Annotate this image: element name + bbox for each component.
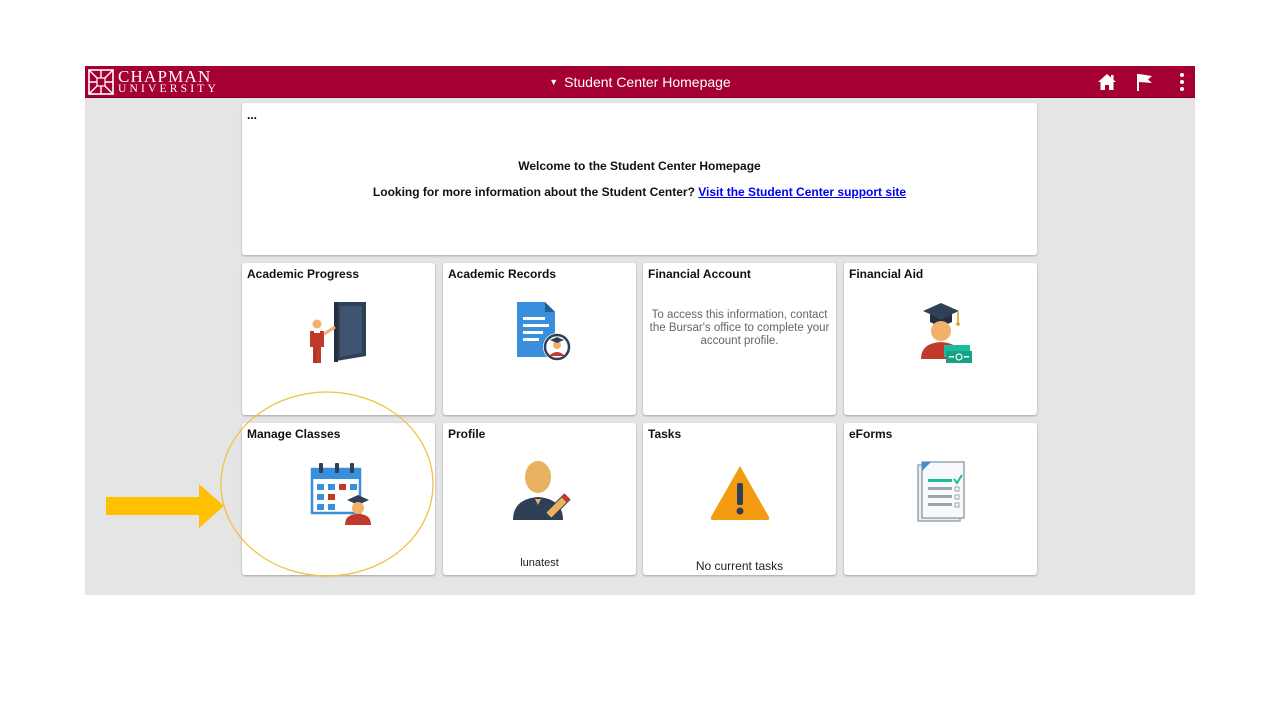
tile-title: Financial Aid <box>849 267 924 281</box>
profile-username: lunatest <box>520 557 559 569</box>
tile-title: Profile <box>448 427 486 441</box>
welcome-title: Welcome to the Student Center Homepage <box>518 159 761 173</box>
welcome-panel <box>242 103 1037 255</box>
flag-icon[interactable] <box>1134 71 1156 93</box>
tile-title: Manage Classes <box>247 427 341 441</box>
home-icon[interactable] <box>1096 71 1118 93</box>
logo-brand-line2: UNIVERSITY <box>118 83 219 96</box>
welcome-support-line <box>242 185 1037 199</box>
top-header-bar <box>85 66 1195 98</box>
warning-icon <box>705 457 775 527</box>
graduate-money-icon <box>906 297 976 367</box>
highlight-circle <box>219 390 435 578</box>
forms-checklist-icon <box>906 457 976 527</box>
chapman-logo[interactable] <box>88 69 219 95</box>
logo-text <box>118 68 219 96</box>
tile-tasks[interactable] <box>643 423 836 575</box>
tile-title: Financial Account <box>648 267 751 281</box>
user-edit-icon <box>505 457 575 527</box>
caret-down-icon: ▼ <box>549 76 559 87</box>
tile-title: Tasks <box>648 427 682 441</box>
tile-financial-aid[interactable] <box>844 263 1037 415</box>
more-icon[interactable] <box>1171 71 1193 93</box>
tile-profile[interactable] <box>443 423 636 575</box>
student-document-icon <box>505 297 575 367</box>
tile-academic-records[interactable] <box>443 263 636 415</box>
tile-title: Academic Progress <box>247 267 360 281</box>
page-title-dropdown[interactable] <box>549 74 730 90</box>
support-question: Looking for more information about the Student Center? <box>372 185 695 199</box>
tile-financial-account[interactable] <box>643 263 836 415</box>
logo-brand-line1: CHAPMAN <box>118 67 212 87</box>
panel-ellipsis[interactable]: ... <box>247 108 258 122</box>
tile-eforms[interactable] <box>844 423 1037 575</box>
presenter-door-icon <box>304 297 374 367</box>
support-site-link[interactable]: Visit the Student Center support site <box>698 185 907 199</box>
tile-title: eForms <box>849 427 893 441</box>
tile-title: Academic Records <box>448 267 557 281</box>
financial-account-note: To access this information, contact the Bursar's office to complete your account profile. <box>649 309 830 347</box>
logo-mark-icon <box>88 69 114 95</box>
tasks-status: No current tasks <box>695 559 784 573</box>
page-title: Student Center Homepage <box>564 73 731 90</box>
pointer-arrow-icon <box>106 484 224 528</box>
